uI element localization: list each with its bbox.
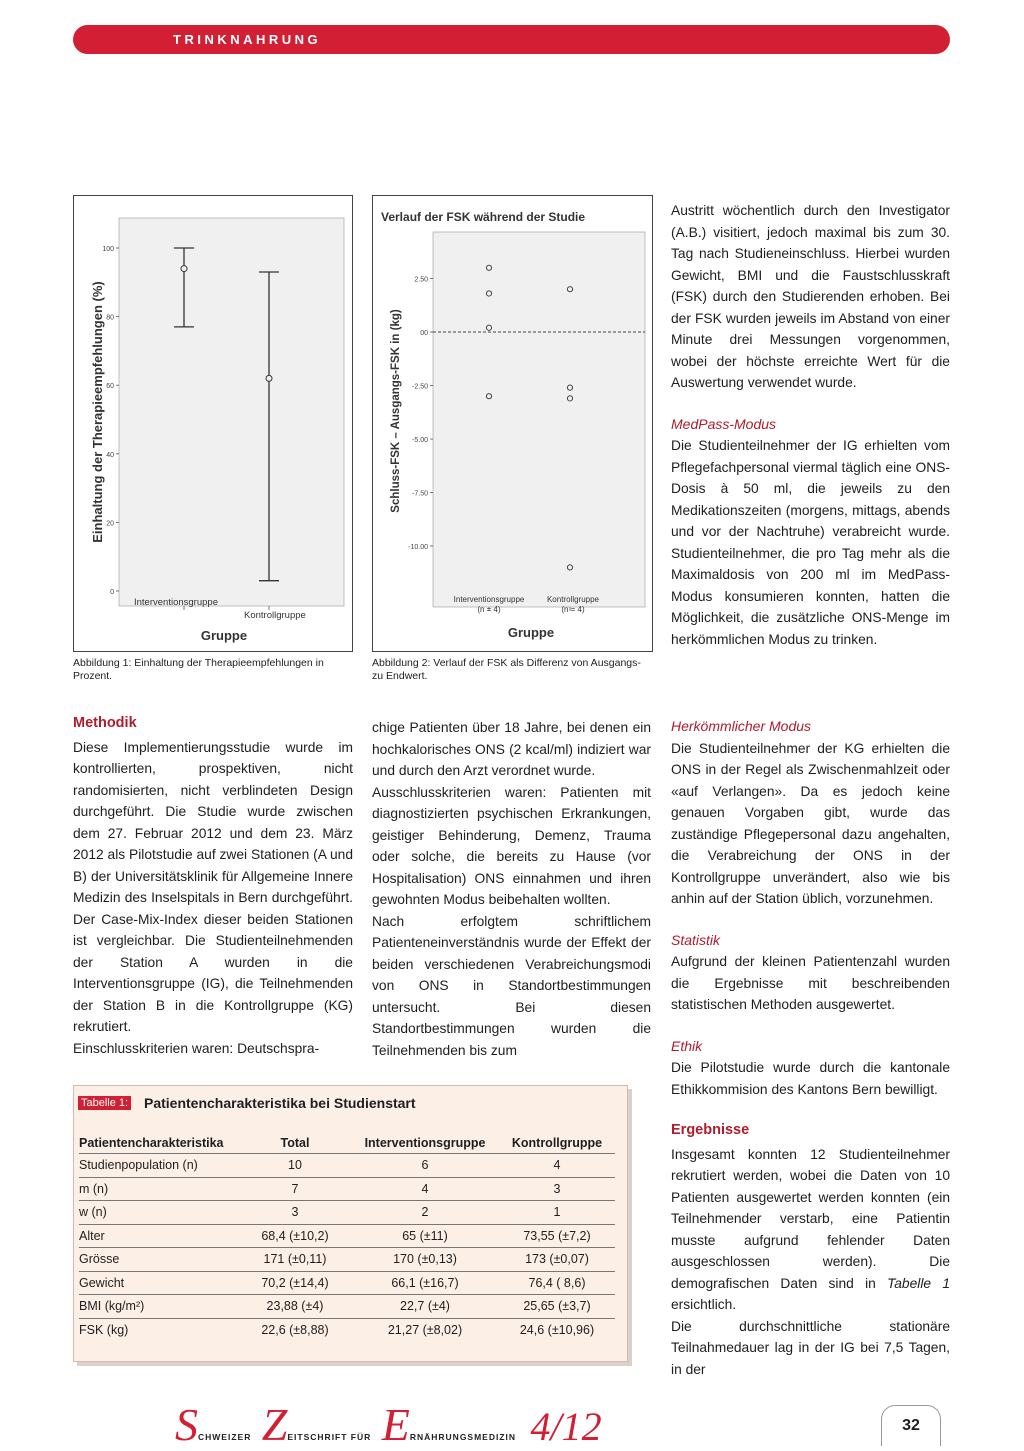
column-1: [73, 713, 353, 1059]
y-axis-label: Schluss-FSK – Ausgangs-FSK in (kg): [390, 309, 402, 513]
table-cell: Gewicht: [79, 1271, 239, 1295]
table-1-box: [73, 1085, 628, 1362]
table-cell: 4: [351, 1177, 499, 1201]
column-3-bottom: [671, 716, 950, 1380]
page-number: 32: [881, 1405, 941, 1446]
table-row: [79, 1154, 615, 1178]
x-tick-label: Kontrollgruppe: [244, 610, 306, 621]
patient-characteristics-table: [79, 1134, 615, 1341]
column-header: Patientencharakteristika: [79, 1136, 224, 1150]
table-cell: m (n): [79, 1177, 239, 1201]
paragraph: [671, 1144, 950, 1316]
table-cell: 7: [239, 1177, 351, 1201]
table-cell: Studienpopulation (n): [79, 1154, 239, 1178]
subheading-statistik: Statistik: [671, 931, 721, 948]
y-tick-label: -7.50: [412, 490, 428, 498]
y-tick-label: 0: [110, 589, 114, 596]
table-cell: 65 (±11): [351, 1224, 499, 1248]
table-row: [79, 1271, 615, 1295]
table-cell: 24,6 (±10,96): [499, 1318, 615, 1341]
paragraph: Diese Implementierungsstudie wurde im kontrollierten, prospektiven, nicht randomisierten, nicht verblindeten Design durchgeführt. Die Studie wurde zwischen dem 27. Februar 2012 und dem 23. März 2012 als Pilotstudie auf zwei Stationen (A und B) der Universitätsklinik für Allgemeine Innere Medizin des Inselspitals in Bern durchgeführt. Der Case-Mix-Index dieser beiden Stationen ist vergleichbar. Die Studienteilnehmenden der Station A wurden in die Interventionsgruppe (IG), die Teilnehmenden der Station B in die Kontrollgruppe (KG) rekrutiert.: [73, 739, 353, 1034]
table-cell: 170 (±0,13): [351, 1248, 499, 1272]
column-header: Interventionsgruppe: [364, 1136, 486, 1150]
plot-area: [433, 232, 645, 607]
table-cell: 1: [499, 1201, 615, 1225]
table-row: [79, 1318, 615, 1341]
heading-ergebnisse: Ergebnisse: [671, 1122, 750, 1138]
x-axis-label: Gruppe: [507, 625, 555, 640]
y-tick-label: 60: [106, 383, 114, 391]
table-row: [79, 1248, 615, 1272]
table-cell: 22,7 (±4): [351, 1295, 499, 1319]
table-label: Tabelle 1:: [78, 1096, 131, 1110]
table-cell: 171 (±0,11): [239, 1248, 351, 1272]
table-cell: 25,65 (±3,7): [499, 1295, 615, 1319]
subheading-ethik: Ethik: [671, 1037, 703, 1054]
table-cell: Grösse: [79, 1248, 239, 1272]
table-cell: w (n): [79, 1201, 239, 1225]
figure-2: [372, 195, 653, 652]
issue-number: 4/12: [530, 1404, 602, 1449]
table-cell: 10: [239, 1154, 351, 1178]
x-tick-label: (n = 4): [561, 605, 585, 614]
table-cell: BMI (kg/m²): [79, 1295, 239, 1319]
y-tick-label: 40: [106, 451, 114, 459]
table-cell: 73,55 (±7,2): [499, 1224, 615, 1248]
table-cell: 173 (±0,07): [499, 1248, 615, 1272]
table-cell: 6: [351, 1154, 499, 1178]
heading-methodik: Methodik: [73, 715, 137, 731]
y-tick-label: 00: [420, 330, 428, 337]
journal-initial-s: S: [175, 1399, 198, 1450]
paragraph: Einschlusskriterien waren: Deutschspra-: [73, 1040, 320, 1056]
plot-area: [119, 218, 344, 606]
y-tick-label: 100: [102, 246, 114, 253]
table-cell: 23,88 (±4): [239, 1295, 351, 1319]
table-reference: Tabelle 1: [887, 1275, 950, 1291]
journal-word: RNÄHRUNGSMEDIZIN: [409, 1432, 517, 1442]
journal-initial-z: Z: [261, 1399, 288, 1450]
y-tick-label: 80: [106, 314, 114, 322]
paragraph: Die Studienteilnehmer der KG erhielten die ONS in der Regel als Zwischenmahlzeit oder «auf Verlangen». Da es jedoch keine genauen Vorgaben gibt, wurde das zuständige Pflegepersonal dazu angehalten, die Verabreichung der ONS in der Kontrollgruppe unverändert, also wie bis anhin auf der Station üblich, vorzunehmen.: [671, 740, 950, 906]
table-cell: 76,4 ( 8,6): [499, 1271, 615, 1295]
figure-1: [73, 195, 353, 652]
chart-title: Verlauf der FSK während der Studie: [381, 210, 586, 224]
table-row: [79, 1201, 615, 1225]
journal-word: CHWEIZER: [198, 1432, 252, 1442]
x-axis-label: Gruppe: [200, 628, 248, 643]
table-cell: 3: [499, 1177, 615, 1201]
paragraph: Ausschlusskriterien waren: Patienten mit diagnostizierten psychischen Erkrankungen, geistiger Behinderung, Demenz, Trauma oder solche, die bereits zu Hause (vor Hospitalisation) ONS einnahmen und ihren gewohnten Modus beibehalten wollten.: [372, 784, 651, 907]
subheading-medpass: MedPass-Modus: [671, 415, 777, 432]
table-cell: 4: [499, 1154, 615, 1178]
table-cell: FSK (kg): [79, 1318, 239, 1341]
column-2: [372, 717, 651, 1061]
paragraph: Austritt wöchentlich durch den Investigator (A.B.) visitiert, jedoch maximal bis zum 30. Tag nach Studieneinschluss. Hierbei wurden Gewicht, BMI und die Faustschlusskraft (FSK) durch den Studierenden erhoben. Bei der FSK wurden jeweils im Abstand von einer Minute drei Messungen vorgenommen, wobei der höchste erreichte Wert für die Auswertung verwendet wurde.: [671, 203, 950, 390]
table-cell: 70,2 (±14,4): [239, 1271, 351, 1295]
text-run: Insgesamt konnten 12 Studienteilnehmer rekrutiert werden, wobei die Daten von 10 Patienten ausgewertet werden konnten (ein Teilnehmender verstarb, eine Patientin musste aufgrund fehlender Daten ausgeschlossen werden). Die demografischen Daten sind in: [671, 1146, 950, 1291]
y-tick-label: -2.50: [412, 383, 428, 391]
text-run: ersichtlich.: [671, 1297, 737, 1312]
paragraph: Nach erfolgtem schriftlichem Patienteneinverständnis wurde der Effekt der beiden verschiedenen Verabreichungsmodi von ONS in Standortbestimmungen untersucht. Bei diesen Standortbestimmungen wurden die Teilnehmenden bis zum: [372, 913, 651, 1058]
section-title: TRINKNAHRUNG: [173, 32, 322, 47]
table-row: [79, 1295, 615, 1319]
section-header-bar: [73, 25, 950, 54]
figure-2-chart: [373, 196, 652, 651]
journal-title: [175, 1398, 775, 1448]
figure-1-chart: [74, 196, 352, 651]
y-tick-label: -5.00: [412, 437, 428, 444]
paragraph: chige Patienten über 18 Jahre, bei denen ein hochkalorisches ONS (2 kcal/ml) indiziert war und durch den Arzt verordnet wurde.: [372, 720, 651, 778]
x-tick-label: Interventionsgruppe: [134, 597, 218, 608]
figure-2-caption: Abbildung 2: Verlauf der FSK als Differenz von Ausgangs- zu Endwert.: [372, 657, 641, 682]
table-row: [79, 1177, 615, 1201]
table-cell: 21,27 (±8,02): [351, 1318, 499, 1341]
y-tick-label: 2.50: [414, 276, 428, 284]
y-tick-label: 20: [106, 520, 114, 528]
figure-1-caption: Abbildung 1: Einhaltung der Therapieempfehlungen in Prozent.: [73, 657, 324, 682]
table-cell: 3: [239, 1201, 351, 1225]
x-tick-label: (n = 4): [477, 605, 501, 614]
x-tick-label: Kontrollgruppe: [546, 595, 600, 604]
table-cell: 66,1 (±16,7): [351, 1271, 499, 1295]
x-tick-label: Interventionsgruppe: [453, 595, 525, 604]
paragraph: Die Studienteilnehmer der IG erhielten vom Pflegefachpersonal viermal täglich eine ONS-Dosis à 50 ml, die jeweils zu den Medikationszeiten (morgens, mittags, abends und vor der Nachtruhe) verabreicht wurde. Studienteilnehmer, die pro Tag mehr als die Maximaldosis von 200 ml im MedPass-Modus konsumieren konnten, hatten die Möglichkeit, die zusätzliche ONS-Menge im herkömmlichen Modus zu trinken.: [671, 438, 950, 647]
table-row: [79, 1224, 615, 1248]
y-tick-label: -10.00: [408, 544, 428, 551]
table-cell: 2: [351, 1201, 499, 1225]
y-axis-label: Einhaltung der Therapieempfehlungen (%): [90, 281, 105, 543]
table-cell: Alter: [79, 1224, 239, 1248]
journal-initial-e: E: [381, 1399, 410, 1450]
table-cell: 22,6 (±8,88): [239, 1318, 351, 1341]
table-cell: 68,4 (±10,2): [239, 1224, 351, 1248]
subheading-herkoemmlich: Herkömmlicher Modus: [671, 718, 812, 734]
paragraph: Aufgrund der kleinen Patientenzahl wurden die Ergebnisse mit beschreibenden statistischen Methoden ausgewertet.: [671, 954, 950, 1012]
paragraph: Die Pilotstudie wurde durch die kantonale Ethikkommision des Kantons Bern bewilligt.: [671, 1060, 950, 1097]
column-3-top: [671, 200, 950, 650]
column-header: Total: [280, 1136, 310, 1150]
mean-point: [266, 375, 272, 381]
table-title: Patientencharakteristika bei Studienstart: [144, 1095, 416, 1111]
table-header-row: [79, 1134, 615, 1154]
mean-point: [181, 266, 187, 272]
paragraph: Die durchschnittliche stationäre Teilnahmedauer lag in der IG bei 7,5 Tagen, in der: [671, 1318, 950, 1377]
journal-word: EITSCHRIFT FÜR: [287, 1432, 372, 1442]
column-header: Kontrollgruppe: [511, 1136, 603, 1150]
